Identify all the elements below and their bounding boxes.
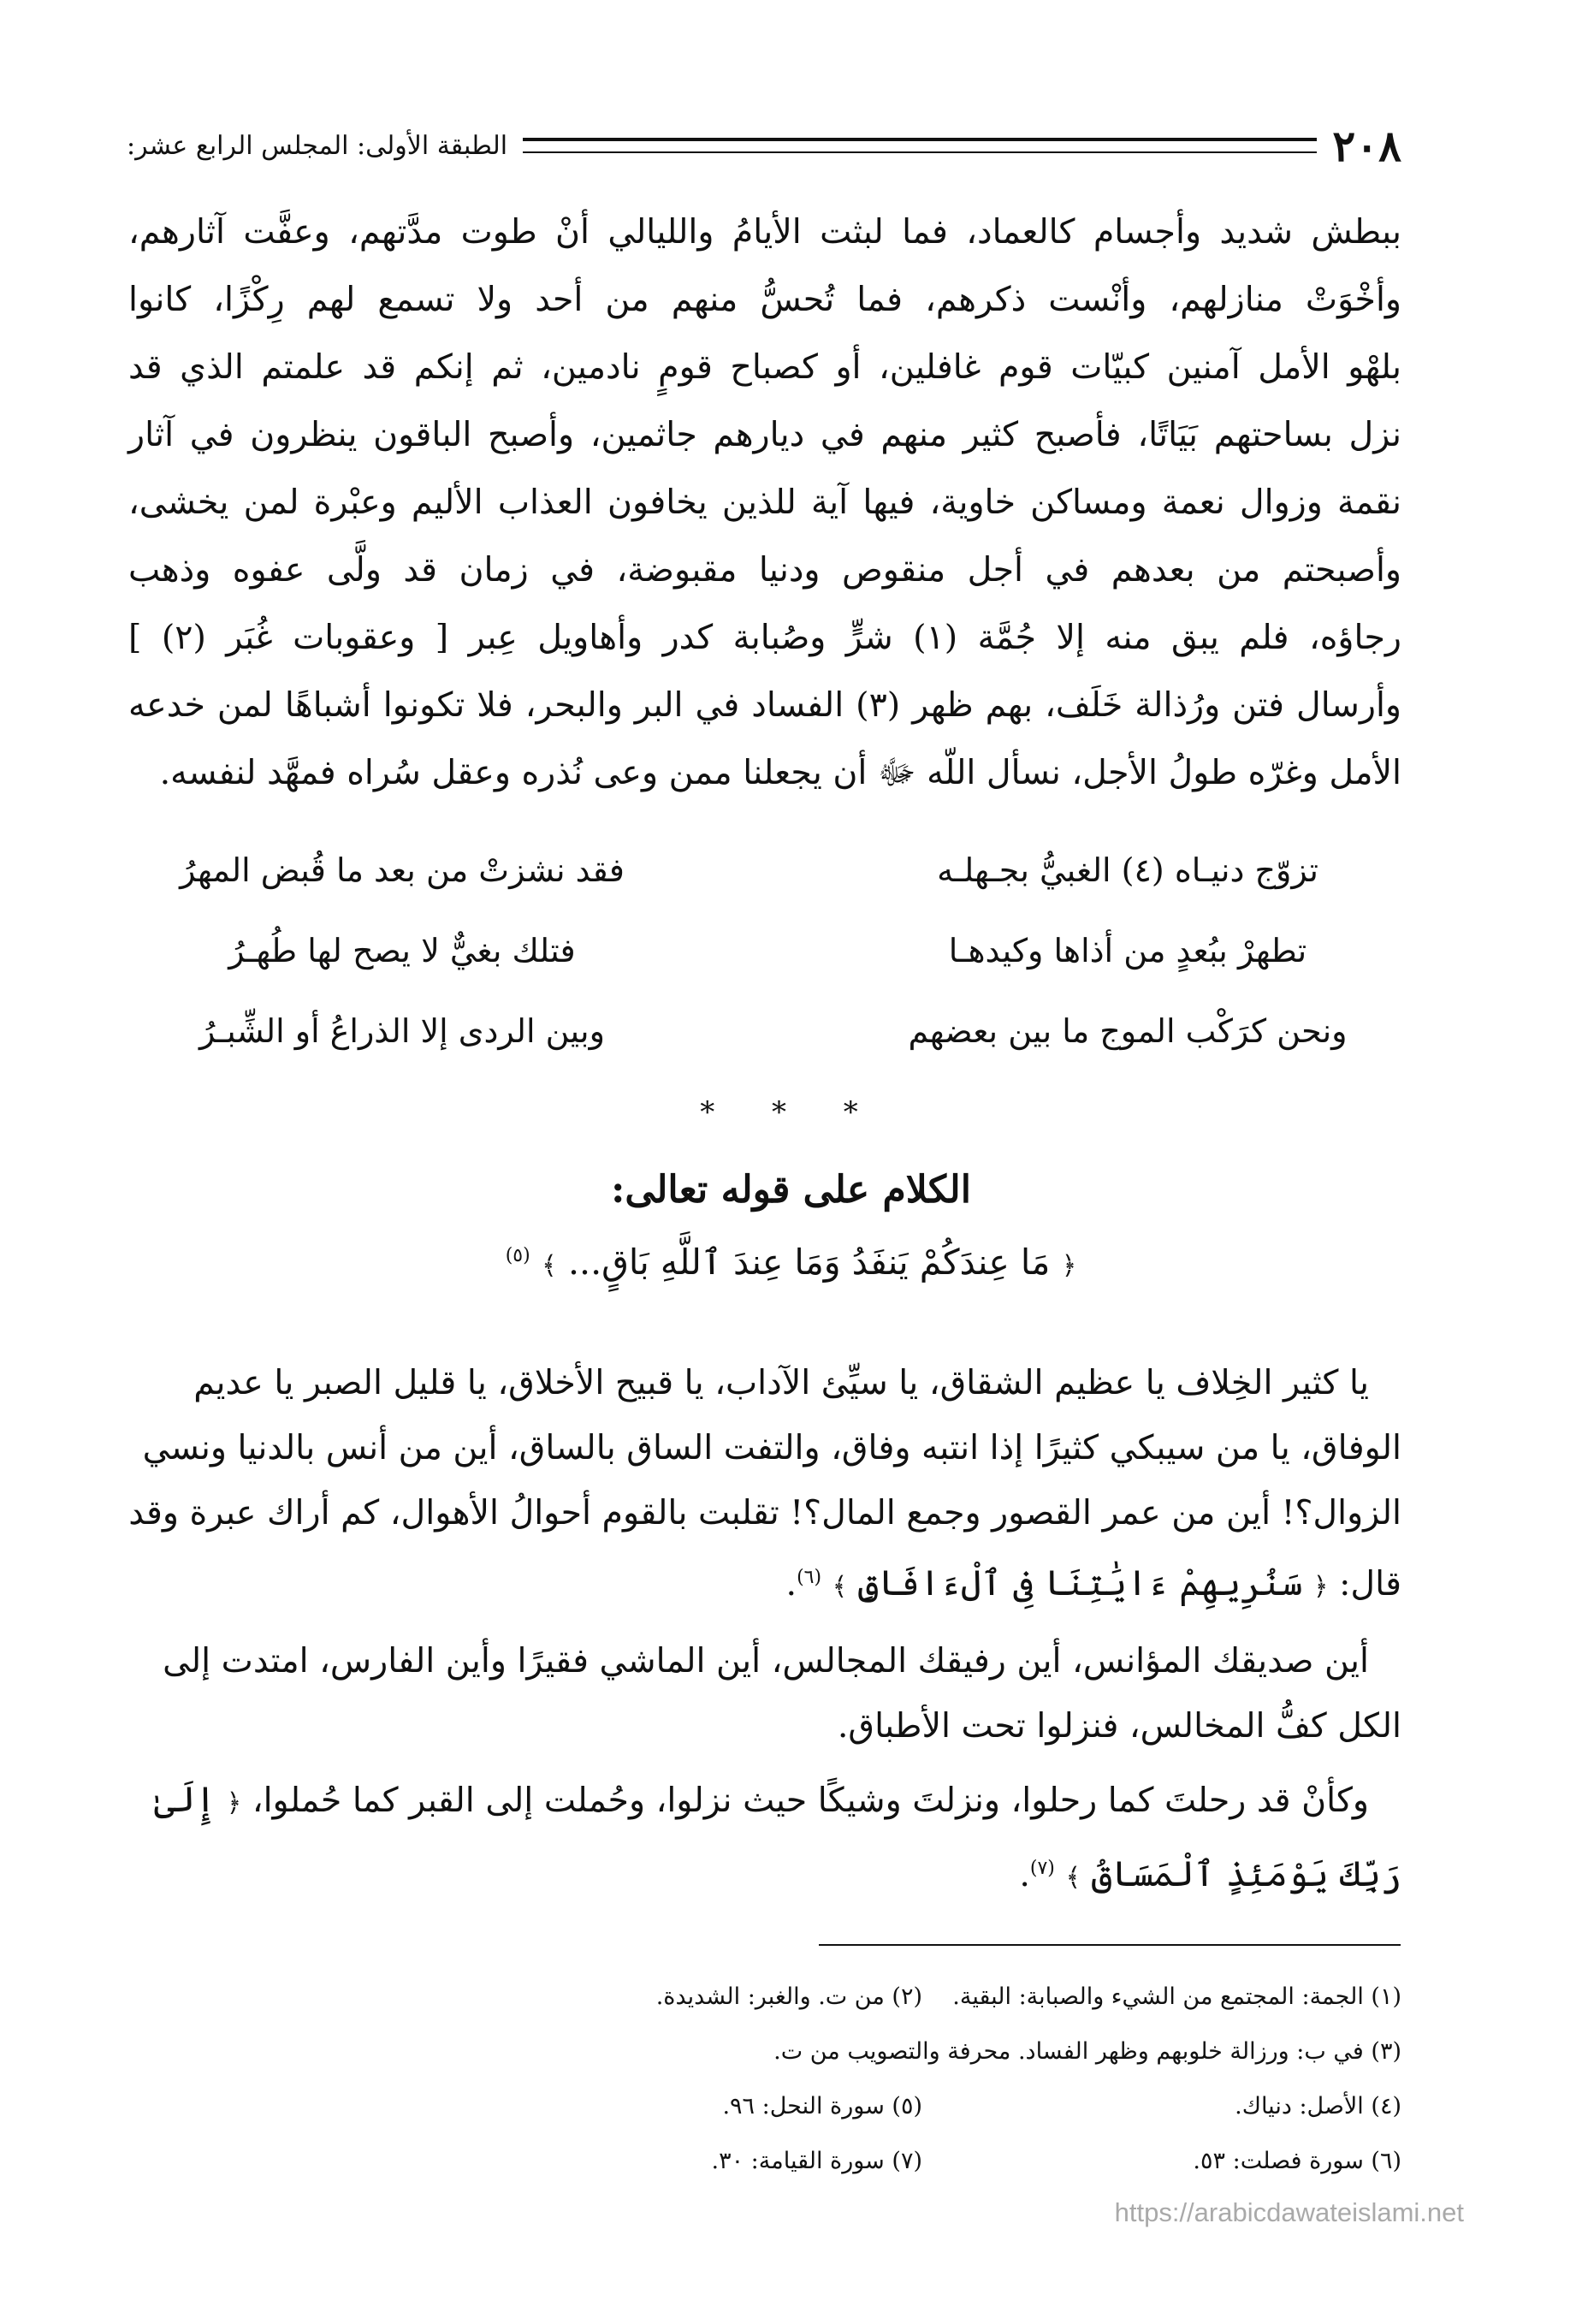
footnote-row [351,2079,1401,2134]
footnote-row [351,2025,1401,2079]
quran-quote: سَنُرِيهِمْ ءَايَٰتِنَا فِى ٱلْءَافَاقِ [857,1562,1303,1604]
text-line: رجاؤه، فلم يبق منه إلا جُمَّة (١) شرٍّ وصُبابة كدر وأهاويل عِبر [ وعقوبات غُبَر (٢) ] [128,618,1401,657]
paragraph-3: أين صديقك المؤانس، أين رفيقك المجالس، أين الماشي فقيرًا وأين الفارس، امتدت إلى الكل كفُّ المخالس، فنزلوا تحت الأطباق. [163,1641,1401,1746]
section-title: الكلام على قوله تعالى: [611,1168,971,1212]
footnote-ref: (٦) [797,1567,822,1588]
paragraph-4: وكأنْ قد رحلتَ كما رحلوا، ونزلتَ وشيكًا حيث نزلوا، وحُملت إلى القبر كما حُملوا، ﴿ إِلَىٰ رَبِّكَ يَوْمَئِذٍ ٱلْمَسَاقُ ﴾ $^{(٧)}$. [154,1779,1401,1895]
text-line: الأمل وغرّه طولُ الأجل، نسأل اللّه ﷻ أن يجعلنا ممن وعى نُذره وعقل سُراه فمهَّد لنفسه. [159,753,1401,792]
footnote-row [351,1970,1401,2025]
footnote: (٥) سورة النحل: ٩٦. [722,2093,922,2119]
text-line: نزل بساحتهم بَيَاتًا، فأصبح كثير منهم في ديارهم جاثمين، وأصبح الباقون ينظرون في آثار [128,415,1401,454]
poem [128,830,1401,1071]
footnote: (١) الجمة: المجتمع من الشيء والصبابة: البقية. [952,1983,1401,2010]
footnote-row [351,2134,1401,2189]
ornament-open: ﴿ [226,1788,242,1819]
footnote: (٤) الأصل: دنياك. [1235,2093,1401,2119]
quran-verse: مَا عِندَكُمْ يَنفَدُ وَمَا عِندَ ٱللَّهِ بَاقٍ... [568,1242,1051,1283]
text-line: وأصبحتم من بعدهم في أجل منقوص ودنيا مقبوضة، في زمان قد ولَّى عفوه وذهب [128,550,1401,590]
footnote-rule [819,1944,1401,1946]
footnote: (٧) سورة القيامة: ٣٠. [711,2148,922,2174]
ornament-close: ﴾ [1065,1863,1081,1894]
paragraph-1 [128,199,1401,807]
footnote: (٢) من ت. والغبر: الشديدة. [655,1983,922,2010]
text-line: وأرسال فتن ورُذالة خَلَف، بهم ظهر (٣) الفساد في البر والبحر، فلا تكونوا أشباهًا لمن خدعه [128,685,1401,725]
paragraph-text: يا كثير الخِلاف يا عظيم الشقاق، يا سيِّئ الآداب، يا قبيح الأخلاق، يا قليل الصبر يا عديم الوفاق، يا من سيبكي كثيرًا إذا انتبه وفاق، والتفت الساق بالساق، أين من أنس بالدنيا ونسي الزوال؟! أين من عمر القصور وجمع المال؟! تقلبت بالقوم أحوالُ الأهوال، كم أراك عبرة وقد قال: [128,1363,1401,1604]
poem-verse [128,910,1401,991]
poem-second-hemistich: وبين الردى إلا الذراعُ أو الشِّبـرُ [199,1012,605,1050]
paragraph-text: وكأنْ قد رحلتَ كما رحلوا، ونزلتَ وشيكًا حيث نزلوا، وحُملت إلى القبر كما حُملوا، [252,1781,1369,1821]
footnote-ref: (٥) [505,1245,530,1266]
poem-first-hemistich: تزوّج دنيـاه (٤) الغبيُّ بجـهلـه [937,851,1318,889]
watermark-url: https://arabicdawateislami.net [1114,2197,1464,2227]
quran-verse-heading [0,1241,1582,1283]
ornament-open: ﴿ [1312,1572,1329,1603]
section-separator: * * * [700,1095,882,1129]
footnote-ref: (٧) [1029,1858,1055,1880]
header-rule [523,138,1317,153]
footnote: (٣) في ب: ورزالة خلوبهم وظهر الفساد. محرفة والتصويب من ت. [773,2038,1401,2065]
footnotes [351,1970,1401,2189]
page-header [127,120,1401,171]
ornament-close: ﴾ [832,1572,848,1603]
poem-verse [128,830,1401,910]
footnote: (٦) سورة فصلت: ٥٣. [1193,2148,1401,2174]
poem-verse [128,991,1401,1071]
poem-first-hemistich: تطهرْ ببُعدٍ من أذاها وكيدهـا [948,932,1307,969]
text-line: وأخْوَتْ منازلهم، وأنْست ذكرهم، فما تُحسُّ منهم من أحد ولا تسمع لهم رِكْزًا، كانوا [128,280,1401,319]
running-head: الطبقة الأولى: المجلس الرابع عشر: [127,130,508,161]
text-line: ببطش شديد وأجسام كالعماد، فما لبثت الأيامُ والليالي أنْ طوت مدَّتهم، وعفَّت آثارهم، [128,212,1401,252]
quran-quote: إِلَىٰ رَبِّكَ يَوْمَئِذٍ ٱلْمَسَاقُ [154,1779,1401,1895]
ornament-open: ﴿ [1061,1251,1077,1281]
poem-first-hemistich: ونحن كرَكْب الموج ما بين بعضهم [908,1012,1348,1050]
text-line: نقمة وزوال نعمة ومساكن خاوية، فيها آية للذين يخافون العذاب الأليم وعبْرة لمن يخشى، [128,483,1401,522]
ornament-close: ﴾ [542,1251,557,1281]
poem-second-hemistich: فقد نشزتْ من بعد ما قُبض المهرُ [180,851,625,889]
sermon-body [128,1350,1401,1919]
poem-second-hemistich: فتلك بغيٌّ لا يصح لها طُهـرُ [228,932,576,969]
page-number: ٢٠٨ [1332,120,1401,171]
paragraph-2: يا كثير الخِلاف يا عظيم الشقاق، يا سيِّئ الآداب، يا قبيح الأخلاق، يا قليل الصبر يا عديم الوفاق، يا من سيبكي كثيرًا إذا انتبه وفاق، والتفت الساق بالساق، أين من أنس بالدنيا ونسي الزوال؟! أين من عمر القصور وجمع المال؟! تقلبت بالقوم أحوالُ الأهوال، كم أراك عبرة وقد قال: ﴿ سَنُرِيهِمْ ءَايَٰتِنَا فِى ٱلْءَافَاقِ ﴾ $^{(٦)}$. [128,1363,1401,1604]
text-line: بلهْو الأمل آمنين كبيّات قوم غافلين، أو كصباح قومٍ نادمين، ثم إنكم قد علمتم الذي قد [128,347,1401,387]
